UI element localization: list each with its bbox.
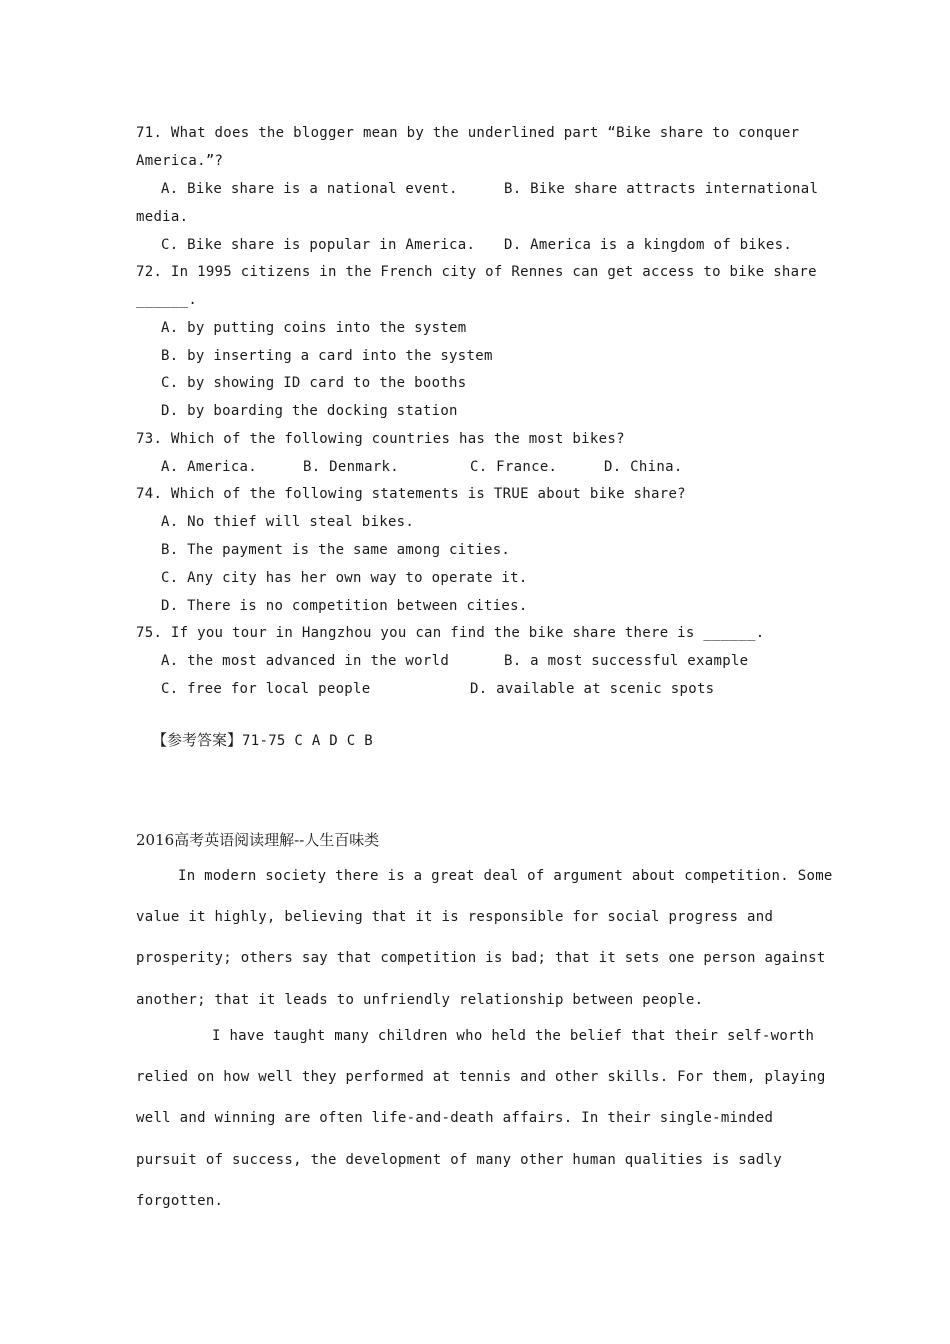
passage-p2-line: forgotten. [136, 1193, 224, 1209]
q74-option-a: A. No thief will steal bikes. [161, 514, 415, 530]
q71-option-b-cont: media. [136, 209, 189, 225]
answer-label: 【参考答案】 [152, 731, 243, 749]
q74-option-b: B. The payment is the same among cities. [161, 542, 511, 558]
passage-p2-line: I have taught many children who held the belief that their self-worth [212, 1028, 815, 1044]
q71-option-d: D. America is a kingdom of bikes. [504, 237, 793, 253]
q71-stem-cont: America.”? [136, 153, 224, 169]
q72-stem: 72. In 1995 citizens in the French city of Rennes can get access to bike share [136, 264, 817, 280]
q71-option-b: B. Bike share attracts international [504, 181, 819, 197]
q73-option-a: A. America. [161, 459, 258, 475]
q73-stem: 73. Which of the following countries has the most bikes? [136, 431, 625, 447]
passage-p2-line: relied on how well they performed at tennis and other skills. For them, playing [136, 1069, 826, 1085]
answer-key [136, 710, 373, 771]
q75-option-b: B. a most successful example [504, 653, 749, 669]
q75-option-c: C. free for local people [161, 681, 371, 697]
q72-option-d: D. by boarding the docking station [161, 403, 458, 419]
q73-option-d: D. China. [604, 459, 683, 475]
passage-p2-line: well and winning are often life-and-death affairs. In their single-minded [136, 1110, 774, 1126]
passage-p1-line: prosperity; others say that competition is bad; that it sets one person against [136, 950, 826, 966]
q75-option-d: D. available at scenic spots [470, 681, 715, 697]
q75-option-a: A. the most advanced in the world [161, 653, 450, 669]
q71-option-c: C. Bike share is popular in America. [161, 237, 476, 253]
q71-option-a: A. Bike share is a national event. [161, 181, 458, 197]
q72-option-b: B. by inserting a card into the system [161, 348, 493, 364]
q75-stem: 75. If you tour in Hangzhou you can find the bike share there is ______. [136, 625, 765, 641]
section-title: 2016高考英语阅读理解--人生百味类 [136, 831, 380, 849]
q74-option-d: D. There is no competition between cities. [161, 598, 528, 614]
q72-stem-cont: ______. [136, 292, 198, 308]
q72-option-a: A. by putting coins into the system [161, 320, 467, 336]
passage-p1-line: value it highly, believing that it is responsible for social progress and [136, 909, 774, 925]
q72-option-c: C. by showing ID card to the booths [161, 375, 467, 391]
q73-option-b: B. Denmark. [303, 459, 400, 475]
q74-stem: 74. Which of the following statements is TRUE about bike share? [136, 486, 686, 502]
passage-p1-line: another; that it leads to unfriendly relationship between people. [136, 992, 704, 1008]
q73-option-c: C. France. [470, 459, 558, 475]
passage-p1-line: In modern society there is a great deal of argument about competition. Some [178, 868, 833, 884]
q74-option-c: C. Any city has her own way to operate it. [161, 570, 528, 586]
passage-p2-line: pursuit of success, the development of many other human qualities is sadly [136, 1152, 782, 1168]
answer-value: 71-75 C A D C B [242, 733, 373, 749]
q71-stem: 71. What does the blogger mean by the underlined part “Bike share to conquer [136, 125, 800, 141]
